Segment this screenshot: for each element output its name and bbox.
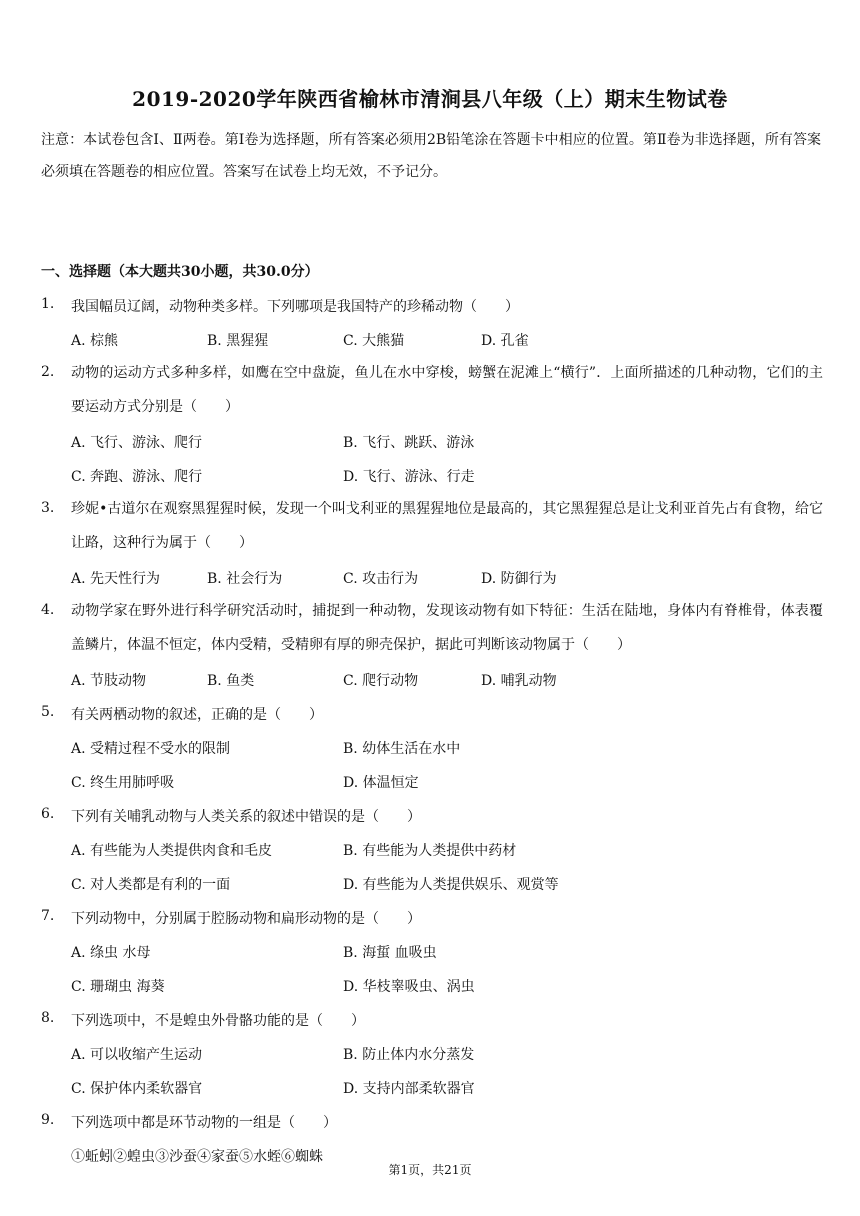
option-b: B. 防止体内水分蒸发 [343, 1047, 475, 1063]
option-c: C. 奔跑、游泳、爬行 [71, 469, 203, 485]
option-a: A. 飞行、游泳、爬行 [71, 435, 203, 451]
question-number: 3. [41, 500, 55, 516]
option-a: A. 有些能为人类提供肉食和毛皮 [71, 843, 273, 859]
option-d: D. 体温恒定 [343, 775, 419, 791]
question-stem: 下列有关哺乳动物与人类关系的叙述中错误的是（ ） [71, 809, 421, 825]
question-number: 6. [41, 806, 55, 822]
option-a: A. 先天性行为 [71, 571, 161, 587]
option-c: C. 保护体内柔软器官 [71, 1081, 203, 1097]
option-b: B. 鱼类 [207, 673, 255, 689]
option-c: C. 终生用肺呼吸 [71, 775, 175, 791]
question-row [0, 594, 860, 662]
question-number: 2. [41, 364, 55, 380]
question-stem: 下列选项中都是环节动物的一组是（ ） [71, 1115, 337, 1131]
option-d: D. 飞行、游泳、行走 [343, 469, 475, 485]
option-a: A. 棕熊 [71, 333, 119, 349]
option-a: A. 节肢动物 [71, 673, 147, 689]
options-row [0, 322, 860, 356]
option-d: D. 孔雀 [481, 333, 529, 349]
question-row [0, 798, 860, 832]
options-row [0, 866, 860, 900]
question-row [0, 1002, 860, 1036]
options-row [0, 662, 860, 696]
option-b: B. 黑猩猩 [207, 333, 269, 349]
option-b: B. 海蜇 血吸虫 [343, 945, 437, 961]
question-number: 4. [41, 602, 55, 618]
question-number: 1. [41, 296, 55, 312]
question-stem: 珍妮•古道尔在观察黑猩猩时候，发现一个叫戈利亚的黑猩猩地位是最高的，其它黑猩猩总是让戈利亚首先占有食物，给它让路，这种行为属于（ ） [71, 501, 823, 551]
option-c: C. 大熊猫 [343, 333, 405, 349]
option-d: D. 支持内部柔软器官 [343, 1081, 475, 1097]
option-d: D. 哺乳动物 [481, 673, 557, 689]
option-d: D. 华枝睾吸虫、涡虫 [343, 979, 475, 995]
question-row [0, 288, 860, 322]
options-row [0, 764, 860, 798]
question-stem: 下列选项中，不是蝗虫外骨骼功能的是（ ） [71, 1013, 365, 1029]
page-title: 2019-2020学年陕西省榆林市清涧县八年级（上）期末生物试卷 [132, 87, 728, 111]
question-number: 7. [41, 908, 55, 924]
question-stem: 我国幅员辽阔，动物种类多样。下列哪项是我国特产的珍稀动物（ ） [71, 299, 519, 315]
question-number: 8. [41, 1010, 55, 1026]
options-row [0, 730, 860, 764]
question-list [0, 288, 860, 1172]
question-number: 9. [41, 1112, 55, 1128]
question-number: 5. [41, 704, 55, 720]
option-c: C. 攻击行为 [343, 571, 419, 587]
option-c: C. 对人类都是有利的一面 [71, 877, 231, 893]
option-d: D. 防御行为 [481, 571, 557, 587]
question-stem: 下列动物中，分别属于腔肠动物和扁形动物的是（ ） [71, 911, 421, 927]
options-row [0, 934, 860, 968]
options-row [0, 968, 860, 1002]
question-row [0, 1104, 860, 1138]
item-list: ①蚯蚓②蝗虫③沙蚕④家蚕⑤水蛭⑥蜘蛛 [71, 1149, 323, 1165]
question-stem: 动物的运动方式多种多样，如鹰在空中盘旋，鱼儿在水中穿梭，螃蟹在泥滩上“横行”．上面所描述的几种动物，它们的主要运动方式分别是（ ） [71, 365, 823, 415]
option-d: D. 有些能为人类提供娱乐、观赏等 [343, 877, 559, 893]
section-heading: 一、选择题（本大题共30小题，共30.0分） [41, 264, 319, 280]
options-row [0, 1036, 860, 1070]
option-c: C. 爬行动物 [343, 673, 419, 689]
option-a: A. 绦虫 水母 [71, 945, 151, 961]
option-a: A. 可以收缩产生运动 [71, 1047, 203, 1063]
option-a: A. 受精过程不受水的限制 [71, 741, 231, 757]
question-stem: 动物学家在野外进行科学研究活动时，捕捉到一种动物，发现该动物有如下特征：生活在陆地，身体内有脊椎骨，体表覆盖鳞片，体温不恒定，体内受精，受精卵有厚的卵壳保护，据此可判断该动物属于（ ） [71, 603, 823, 653]
options-row [0, 832, 860, 866]
question-row [0, 356, 860, 424]
options-row [0, 560, 860, 594]
exam-notice: 注意：本试卷包含Ⅰ、Ⅱ两卷。第Ⅰ卷为选择题，所有答案必须用2B铅笔涂在答题卡中相应的位置。第Ⅱ卷为非选择题，所有答案必须填在答题卷的相应位置。答案写在试卷上均无效，不予记分。 [41, 132, 821, 180]
option-b: B. 幼体生活在水中 [343, 741, 461, 757]
page-footer: 第1页，共21页 [388, 1163, 472, 1177]
options-row [0, 424, 860, 458]
option-b: B. 有些能为人类提供中药材 [343, 843, 517, 859]
option-b: B. 社会行为 [207, 571, 283, 587]
options-row [0, 458, 860, 492]
question-stem: 有关两栖动物的叙述，正确的是（ ） [71, 707, 323, 723]
options-row [0, 1070, 860, 1104]
question-row [0, 900, 860, 934]
question-row [0, 492, 860, 560]
option-b: B. 飞行、跳跃、游泳 [343, 435, 475, 451]
question-row [0, 696, 860, 730]
option-c: C. 珊瑚虫 海葵 [71, 979, 165, 995]
